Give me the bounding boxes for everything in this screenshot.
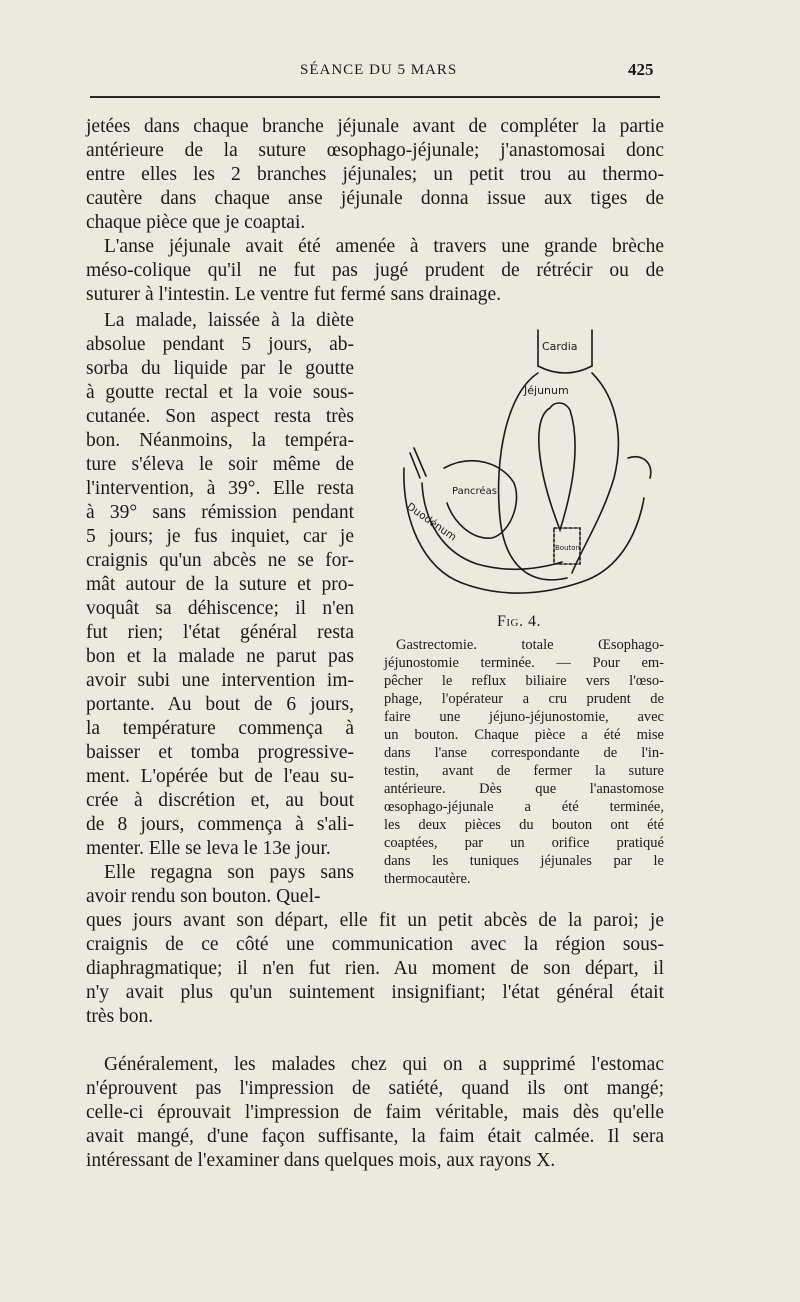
body-line: ques jours avant son départ, elle fit un petit abcès de la paroi; je xyxy=(86,910,664,931)
body-line: portante. Au bout de 6 jours, xyxy=(86,694,354,715)
body-line: mât autour de la suture et pro- xyxy=(86,574,354,595)
body-line: crée à discrétion et, au bout xyxy=(86,790,354,811)
cardia-suture xyxy=(538,366,592,373)
jejunum-inner-loop xyxy=(539,403,575,530)
figure-caption-line: jéjunostomie terminée. — Pour em- xyxy=(384,655,664,671)
figure-caption-line: dans l'anse correspondante de l'in- xyxy=(384,745,664,761)
body-line: bon et la malade ne parut pas xyxy=(86,646,354,667)
pancreas-label: Pancréas xyxy=(452,486,497,497)
body-line: bon. Néanmoins, la tempéra- xyxy=(86,430,354,451)
figure-caption-line: Gastrectomie. totale Œsophago- xyxy=(396,637,664,653)
cardia-label: Cardia xyxy=(542,340,578,353)
figure-caption-line: coaptées, par un orifice pratiqué xyxy=(384,835,664,851)
figure-caption-line: antérieure. Dès que l'anastomose xyxy=(384,781,664,797)
body-line: à 39° sans rémission pendant xyxy=(86,502,354,523)
body-line: cautère dans chaque anse jéjunale donna issue aux tiges de xyxy=(86,188,664,209)
figure-caption-line: phage, l'opérateur a cru prudent de xyxy=(384,691,664,707)
body-line: Généralement, les malades chez qui on a supprimé l'estomac xyxy=(104,1054,664,1075)
body-line: avait mangé, d'une façon suffisante, la faim était calmée. Il sera xyxy=(86,1126,664,1147)
body-line: antérieure de la suture œsophago-jéjunale; j'anastomosai donc xyxy=(86,140,664,161)
jejunum-loop-right xyxy=(572,373,618,573)
header-rule xyxy=(90,96,660,98)
figure-caption-line: testin, avant de fermer la suture xyxy=(384,763,664,779)
body-line: intéressant de l'examiner dans quelques mois, aux rayons X. xyxy=(86,1150,556,1171)
body-line: à goutte rectal et la voie sous- xyxy=(86,382,354,403)
body-line: voquât sa déhiscence; il n'en xyxy=(86,598,354,619)
body-line: Elle regagna son pays sans xyxy=(104,862,354,883)
anatomical-figure xyxy=(392,318,664,606)
body-line: entre elles les 2 branches jéjunales; un petit trou au thermo- xyxy=(86,164,664,185)
body-line: craignis qu'un abcès ne se for- xyxy=(86,550,354,571)
body-line: l'intervention, à 39°. Elle resta xyxy=(86,478,354,499)
body-line: L'anse jéjunale avait été amenée à travers une grande brèche xyxy=(104,236,664,257)
body-line: de 8 jours, commença à s'ali- xyxy=(86,814,354,835)
body-line: baisser et tomba progressive- xyxy=(86,742,354,763)
body-line: ture s'éleva le soir même de xyxy=(86,454,354,475)
body-line: jetées dans chaque branche jéjunale avant de compléter la partie xyxy=(86,116,664,137)
body-line: diaphragmatique; il n'en fut rien. Au moment de son départ, il xyxy=(86,958,664,979)
figure-caption-line: pêcher le reflux biliaire vers l'œso- xyxy=(384,673,664,689)
figure-drawing xyxy=(392,318,664,606)
body-line: n'y avait plus qu'un suintement insignifiant; l'état général était xyxy=(86,982,664,1003)
body-line: sorba du liquide par le goutte xyxy=(86,358,354,379)
body-line: La malade, laissée à la diète xyxy=(104,310,354,331)
body-line: menter. Elle se leva le 13e jour. xyxy=(86,838,331,859)
figure-label: Fig. 4. xyxy=(497,613,542,630)
body-line: n'éprouvent pas l'impression de satiété, quand ils ont mangé; xyxy=(86,1078,664,1099)
running-header: SÉANCE DU 5 MARS xyxy=(300,62,458,78)
body-line: absolue pendant 5 jours, ab- xyxy=(86,334,354,355)
body-line: 5 jours; je fus inquiet, car je xyxy=(86,526,354,547)
body-line: craignis de ce côté une communication avec la région sous- xyxy=(86,934,664,955)
body-line: méso-colique qu'il ne fut pas jugé prudent de rétrécir ou de xyxy=(86,260,664,281)
page-number: 425 xyxy=(628,60,654,79)
colon-stump xyxy=(628,457,651,478)
body-line: fut rien; l'état général resta xyxy=(86,622,354,643)
figure-caption-line: faire une jéjuno-jéjunostomie, avec xyxy=(384,709,664,725)
duodenum-label: Duodénum xyxy=(404,500,459,544)
figure-caption-line: dans les tuniques jéjunales par le xyxy=(384,853,664,869)
figure-caption-line: œsophago-jéjunale a été terminée, xyxy=(384,799,664,815)
figure-caption-line: thermocautère. xyxy=(384,871,471,887)
jejunum-label: Jéjunum xyxy=(524,384,569,397)
body-line: avoir subi une intervention im- xyxy=(86,670,354,691)
ligature-ties xyxy=(410,448,426,478)
body-line: chaque pièce que je coaptai. xyxy=(86,212,306,233)
body-line: très bon. xyxy=(86,1006,154,1027)
body-line: cutanée. Son aspect resta très xyxy=(86,406,354,427)
pancreas-outline xyxy=(444,461,517,538)
body-line: avoir rendu son bouton. Quel- xyxy=(86,886,321,907)
bouton-label: Bouton xyxy=(555,544,580,552)
body-line: suturer à l'intestin. Le ventre fut fermé sans drainage. xyxy=(86,284,502,305)
figure-caption-line: un bouton. Chaque pièce a été mise xyxy=(384,727,664,743)
figure-caption-line: les deux pièces du bouton ont été xyxy=(384,817,664,833)
body-line: la température commença à xyxy=(86,718,354,739)
body-line: ment. L'opérée but de l'eau su- xyxy=(86,766,354,787)
body-line: celle-ci éprouvait l'impression de faim véritable, mais dès qu'elle xyxy=(86,1102,664,1123)
